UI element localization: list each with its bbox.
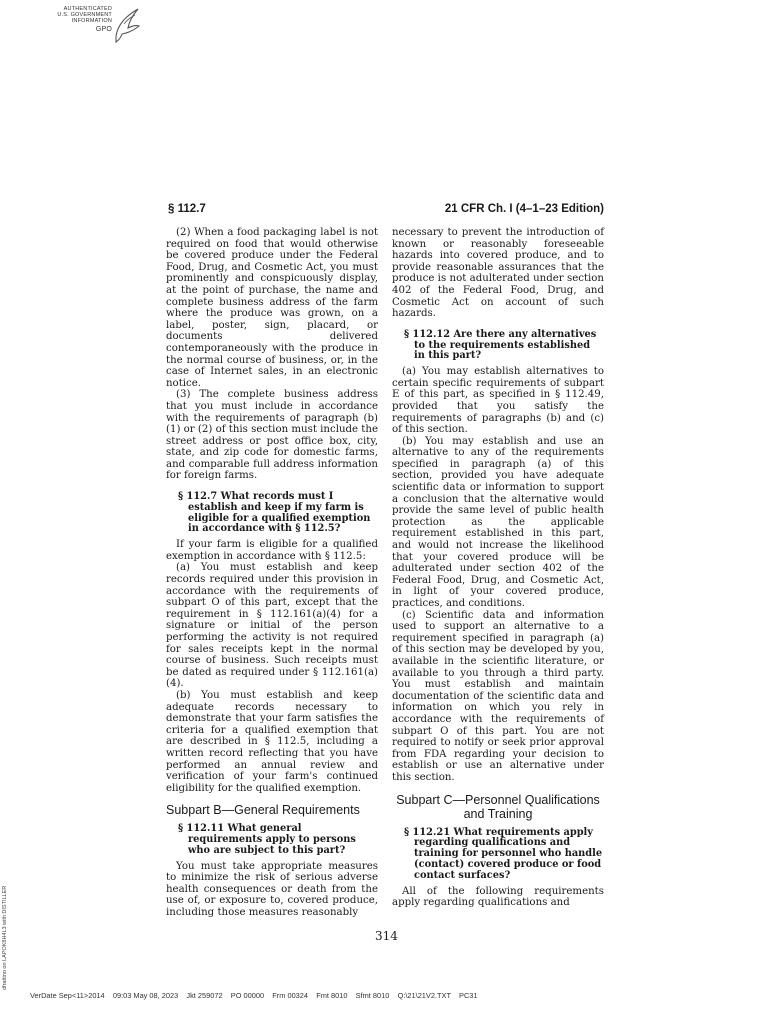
subpart-c-heading: Subpart C—Personnel Qualifications and Training bbox=[396, 792, 600, 821]
section-heading-112-7: § 112.7 What records must I establish and keep if my farm is eligible for a qualified exemption in accordance with § 112.5? bbox=[178, 491, 371, 535]
paragraph: You must take appropriate measures to minimize the risk of serious adverse health consequences or death from the use of, or exposure to, covered produce, including those measures reasonably bbox=[166, 860, 378, 919]
gpo-authentication-logo bbox=[28, 6, 143, 44]
page-number: 314 bbox=[375, 929, 398, 943]
paragraph: (3) The complete business address that you must include in accordance with the requirements of paragraph (b)(1) or (2) of this section must include the street address or post office box, city, state, and zip code for domestic farms, and comparable full address information for foreign farms. bbox=[166, 389, 378, 482]
right-column bbox=[392, 227, 604, 909]
section-heading-112-12: § 112.12 Are there any alternatives to the requirements established in this part? bbox=[404, 328, 597, 362]
paragraph: (a) You must establish and keep records required under this provision in accordance with the requirements of subpart O of this part, except that the requirement in § 112.161(a)(4) for a signature or initial of the person performing the activity is not required for sales receipts kept in the normal course of business. Such receipts must be dated as required under § 112.161(a)(4). bbox=[166, 562, 378, 690]
logo-line-2: U.S. GOVERNMENT bbox=[57, 12, 112, 19]
paragraph: (c) Scientific data and information used to support an alternative to a requirement specified in paragraph (a) of this section may be developed by you, available in the scientific literature, or available to you through a third party. You must establish and maintain documentation of the scientific data and information on which you rely in accordance with the requirements of subpart O of this part. You are not required to notify or seek prior approval from FDA regarding your decision to establish or use an alternative under this section. bbox=[392, 609, 604, 783]
header-section: § 112.7 bbox=[168, 203, 206, 215]
logo-line-3: INFORMATION bbox=[71, 18, 112, 25]
section-heading-112-11: § 112.11 What general requirements apply to persons who are subject to this part? bbox=[178, 823, 356, 856]
left-column bbox=[166, 227, 378, 919]
eagle-icon bbox=[112, 6, 142, 44]
paragraph: (2) When a food packaging label is not required on food that would otherwise be covered produce under the Federal Food, Drug, and Cosmetic Act, you must prominently and conspicuously display, at the point of purchase, the name and complete business address of the farm where the produce was grown, on a label, poster, sign, placard, or documents delivered contemporaneously with the produce in the normal course of business, or, in the case of Internet sales, in an electronic notice. bbox=[166, 227, 378, 389]
logo-line-1: AUTHENTICATED bbox=[63, 6, 112, 12]
side-note: dfrattino on LAPOK8H4L3 with DISTILLER bbox=[2, 885, 8, 990]
paragraph: (b) You must establish and keep adequate records necessary to demonstrate that your farm satisfies the criteria for a qualified exemption that are described in § 112.5, including a written record reflecting that you have performed an annual review and verification of your farm's continued eligibility for the qualified exemption. bbox=[166, 689, 378, 794]
logo-text bbox=[28, 6, 112, 35]
paragraph: (b) You may establish and use an alternative to any of the requirements specified in paragraph (a) of this section, provided you have adequate scientific data or information to support a conclusion that the alternative would provide the same level of public health protection as the applicable requirement established in this part, and would not increase the likelihood that your covered produce will be adulterated under section 402 of the Federal Food, Drug, and Cosmetic Act, in light of your covered produce, practices, and conditions. bbox=[392, 435, 604, 610]
footer-line: VerDate Sep<11>2014 09:03 May 08, 2023 Jkt 259072 PO 00000 Frm 00324 Fmt 8010 Sfmt 8010 Q:\21\21V2.TXT PC31 bbox=[30, 991, 478, 1000]
logo-gpo: GPO bbox=[95, 25, 112, 33]
subpart-b-heading: Subpart B—General Requirements bbox=[166, 803, 360, 818]
header-title: 21 CFR Ch. I (4–1–23 Edition) bbox=[444, 203, 604, 215]
paragraph: (a) You may establish alternatives to certain specific requirements of subpart E of this part, as specified in § 112.49, provided that you satisfy the requirements of paragraphs (b) and (c) of this section. bbox=[392, 366, 604, 436]
paragraph: necessary to prevent the introduction of known or reasonably foreseeable hazards into covered produce, and to provide reasonable assurances that the produce is not adulterated under section 402 of the Federal Food, Drug, and Cosmetic Act on account of such hazards. bbox=[392, 227, 604, 320]
section-heading-112-21: § 112.21 What requirements apply regarding qualifications and training for personnel who handle (contact) covered produce or food contact surfaces? bbox=[404, 826, 603, 881]
paragraph: If your farm is eligible for a qualified exemption in accordance with § 112.5: bbox=[166, 539, 378, 562]
paragraph: All of the following requirements apply regarding qualifications and bbox=[392, 885, 604, 909]
